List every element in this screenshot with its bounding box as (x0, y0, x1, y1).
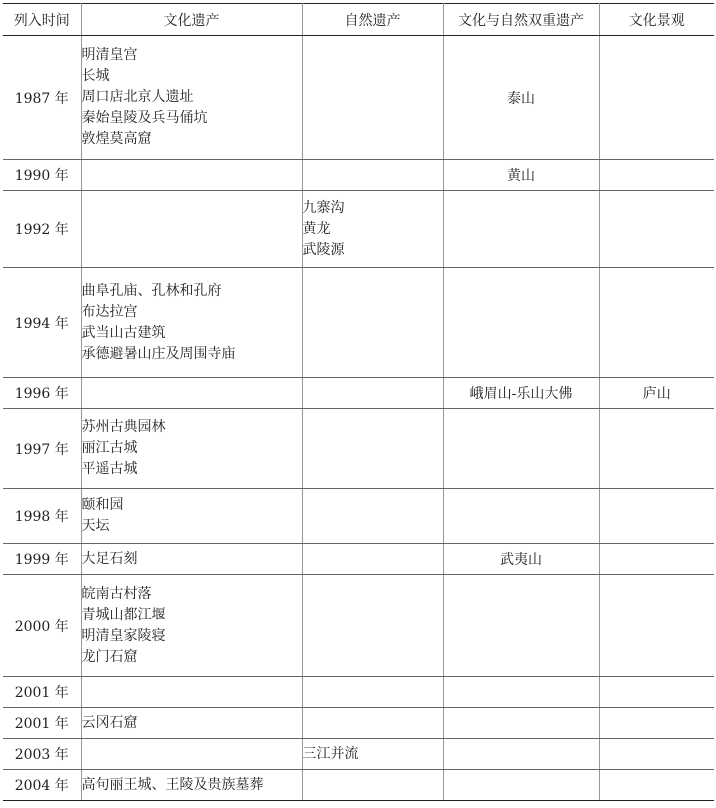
heritage-table (3, 3, 714, 801)
site-name: 大足石刻 (81, 550, 138, 567)
site-name: 长城 (81, 68, 110, 84)
year-cell: 1994 年 (3, 268, 81, 378)
table-row (3, 378, 714, 409)
table-row (3, 191, 714, 268)
cultural-cell (81, 191, 302, 268)
table-row (3, 770, 714, 801)
landscape-cell (599, 739, 714, 770)
header-cultural: 文化遗产 (81, 4, 302, 36)
site-name: 周口店北京人遗址 (81, 89, 194, 105)
landscape-cell (599, 489, 714, 544)
landscape-cell (599, 770, 714, 801)
natural-cell (302, 378, 443, 409)
table-row (3, 268, 714, 378)
header-mixed: 文化与自然双重遗产 (443, 4, 599, 36)
site-name: 曲阜孔庙、孔林和孔府 (81, 282, 222, 299)
mixed-cell (443, 575, 599, 677)
table-row (3, 677, 714, 708)
landscape-cell (599, 160, 714, 191)
mixed-cell (443, 544, 599, 575)
header-landscape: 文化景观 (599, 4, 714, 36)
site-name: 黄山 (507, 168, 535, 184)
year-cell: 1987 年 (3, 36, 81, 160)
mixed-cell (443, 268, 599, 378)
year-cell: 2004 年 (3, 770, 81, 801)
natural-cell (302, 575, 443, 677)
landscape-cell (599, 268, 714, 378)
cultural-cell (81, 575, 302, 677)
cultural-cell (81, 378, 302, 409)
landscape-cell (599, 36, 714, 160)
landscape-cell (599, 575, 714, 677)
year-cell: 2000 年 (3, 575, 81, 677)
site-name: 敦煌莫高窟 (81, 131, 152, 147)
site-name: 秦始皇陵及兵马俑坑 (81, 110, 208, 126)
site-name: 云冈石窟 (81, 714, 138, 731)
landscape-cell (599, 544, 714, 575)
mixed-cell (443, 770, 599, 801)
table-row (3, 575, 714, 677)
site-name: 庐山 (642, 386, 671, 402)
site-name: 峨眉山-乐山大佛 (469, 386, 573, 402)
natural-cell (302, 36, 443, 160)
table-row (3, 160, 714, 191)
table-row (3, 36, 714, 160)
header-year: 列入时间 (3, 4, 81, 36)
site-name: 布达拉宫 (81, 303, 138, 320)
cultural-cell (81, 677, 302, 708)
site-name: 龙门石窟 (81, 648, 138, 665)
header-row (3, 4, 714, 36)
natural-cell (302, 268, 443, 378)
site-name: 高句丽王城、王陵及贵族墓葬 (81, 776, 264, 793)
cultural-cell (81, 708, 302, 739)
natural-cell (302, 544, 443, 575)
site-name: 武夷山 (500, 552, 542, 568)
mixed-cell (443, 191, 599, 268)
landscape-cell (599, 409, 714, 489)
site-name: 武当山古建筑 (81, 324, 166, 341)
cultural-cell (81, 409, 302, 489)
cultural-cell (81, 739, 302, 770)
site-name: 苏州古典园林 (81, 419, 166, 435)
year-cell: 2001 年 (3, 708, 81, 739)
natural-cell (302, 160, 443, 191)
natural-cell (302, 677, 443, 708)
year-cell: 1992 年 (3, 191, 81, 268)
site-name: 平遥古城 (81, 461, 138, 477)
landscape-cell (599, 677, 714, 708)
cultural-cell (81, 770, 302, 801)
year-cell: 1996 年 (3, 378, 81, 409)
site-name: 黄龙 (302, 220, 331, 237)
site-name: 三江并流 (302, 745, 359, 762)
mixed-cell (443, 489, 599, 544)
site-name: 泰山 (507, 90, 535, 107)
year-cell: 1998 年 (3, 489, 81, 544)
year-cell: 2003 年 (3, 739, 81, 770)
natural-cell (302, 708, 443, 739)
cultural-cell (81, 268, 302, 378)
year-cell: 2001 年 (3, 677, 81, 708)
site-name: 丽江古城 (81, 440, 138, 456)
cultural-cell (81, 544, 302, 575)
site-name: 明清皇宫 (81, 47, 138, 63)
cultural-cell (81, 36, 302, 160)
natural-cell (302, 409, 443, 489)
table-row (3, 409, 714, 489)
mixed-cell (443, 36, 599, 160)
site-name: 皖南古村落 (81, 585, 152, 602)
year-cell: 1997 年 (3, 409, 81, 489)
mixed-cell (443, 739, 599, 770)
site-name: 武陵源 (302, 241, 345, 258)
table-row (3, 739, 714, 770)
table-row (3, 544, 714, 575)
landscape-cell (599, 191, 714, 268)
natural-cell (302, 739, 443, 770)
mixed-cell (443, 378, 599, 409)
mixed-cell (443, 160, 599, 191)
site-name: 青城山都江堰 (81, 606, 166, 623)
landscape-cell (599, 708, 714, 739)
table-row (3, 708, 714, 739)
site-name: 九寨沟 (302, 199, 345, 216)
cultural-cell (81, 160, 302, 191)
natural-cell (302, 191, 443, 268)
site-name: 颐和园 (81, 497, 124, 513)
table-row (3, 489, 714, 544)
natural-cell (302, 770, 443, 801)
site-name: 天坛 (81, 518, 110, 534)
cultural-cell (81, 489, 302, 544)
year-cell: 1999 年 (3, 544, 81, 575)
landscape-cell (599, 378, 714, 409)
header-natural: 自然遗产 (302, 4, 443, 36)
year-cell: 1990 年 (3, 160, 81, 191)
mixed-cell (443, 708, 599, 739)
site-name: 明清皇家陵寝 (81, 627, 166, 644)
mixed-cell (443, 409, 599, 489)
mixed-cell (443, 677, 599, 708)
site-name: 承德避暑山庄及周围寺庙 (81, 345, 236, 362)
natural-cell (302, 489, 443, 544)
